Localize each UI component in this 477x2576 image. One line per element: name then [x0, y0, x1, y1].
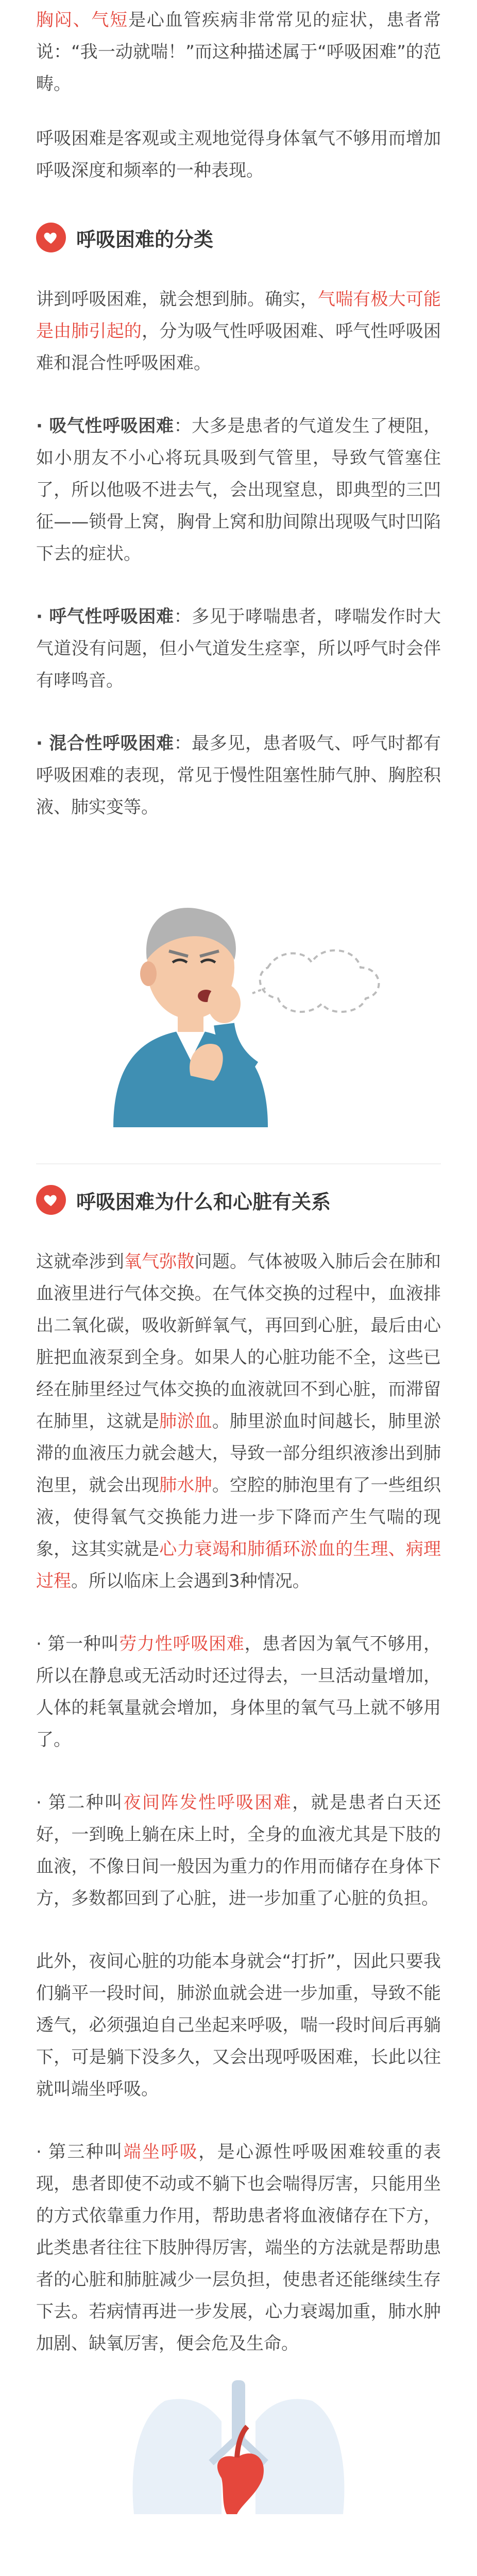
section-title: 呼吸困难的分类 — [76, 228, 214, 251]
intro-highlight: 胸闷、气短 — [36, 10, 129, 30]
text-span: 。空腔的肺泡里有了一些组织液，使得氧气交换能力进一步下降而产生气喘的现象，这其实就是 — [36, 1475, 441, 1560]
highlight-span: 气喘有极大可能是由肺引起的 — [36, 289, 441, 342]
highlight-span: 夜间阵发性呼吸困难 — [123, 1792, 293, 1813]
paragraph: 此外，夜间心脏的功能本身就会“打折”，因此只要我们躺平一段时间，肺淤血就会进一步加重，导致不能透气，必须强迫自己坐起来呼吸，喘一段时间后再躺下，可是躺下没多久，又会出现呼吸困难，长此以往就叫端坐呼吸。 — [36, 1951, 441, 2099]
case-2 — [36, 1787, 441, 1914]
text-span: ，就是患者白天还好，一到晚上躺在床上时，全身的血液尤其是下肢的血液，不像日间一般因为重力的作用而储存在身体下方，多数都回到了心脏，进一步加重了心脏的负担。 — [36, 1792, 441, 1909]
coughing-man-illustration — [36, 839, 441, 1127]
case-1 — [36, 1628, 441, 1756]
text-span: 问题。气体被吸入肺后会在肺和血液里进行气体交换。在气体交换的过程中，血液排出二氧化碳，吸收新鲜氧气，再回到心脏，最后由心脏把血液泵到全身。如果人的心脏功能不全，这些已经在肺里经过气体交换的血液就回不到心脏，而滞留在肺里，这就是 — [36, 1251, 441, 1432]
item-text: ：多见于哮喘患者，哮喘发作时大气道没有问题，但小气道发生痉挛，所以呼气时会伴有哮鸣音。 — [36, 606, 441, 691]
text-span: 。肺里淤血时间越长，肺里淤滞的血液压力就会越大，导致一部分组织液渗出到肺泡里，就会出现 — [36, 1411, 441, 1496]
text-span: · 第一种叫 — [36, 1634, 120, 1654]
section-title: 呼吸困难为什么和心脏有关系 — [76, 1190, 331, 1213]
heart-lung-svg — [36, 2380, 441, 2514]
text-span: ，是心源性呼吸困难较重的表现，患者即使不动或不躺下也会喘得厉害，只能用坐的方式依靠重力作用，帮助患者将血液储存在下方，此类患者往往下肢肿得厉害，端坐的方法就是帮助患者的心脏和肺脏减少一层负担，使患者还能继续生存下去。若病情再进一步发展，心力衰竭加重，肺水肿加剧、缺氧厉害，便会危及生命。 — [36, 2142, 441, 2354]
section-heading-heart-relation — [36, 1185, 441, 1215]
highlight-span: 劳力性呼吸困难 — [119, 1634, 245, 1654]
heart-lung-illustration — [36, 2380, 441, 2514]
intro-paragraph-1 — [36, 4, 441, 100]
text-span: 。所以临床上会遇到3种情况。 — [71, 1571, 310, 1591]
heart-icon — [36, 1185, 66, 1215]
highlight-span: 肺淤血 — [159, 1411, 212, 1432]
list-item-inspiratory — [36, 410, 441, 570]
item-text: ：最多见，患者吸气、呼气时都有呼吸困难的表现，常见于慢性阻塞性肺气肿、胸腔积液、肺实变等。 — [36, 733, 441, 818]
highlight-span: 端坐呼吸 — [123, 2142, 199, 2162]
list-item-mixed — [36, 727, 441, 823]
text-span: ，患者因为氧气不够用，所以在静息或无活动时还过得去，一旦活动量增加，人体的耗氧量就会增加，身体里的氧气马上就不够用了。 — [36, 1634, 441, 1750]
heart-icon — [36, 223, 66, 252]
item-label: · 混合性呼吸困难 — [36, 733, 174, 754]
list-item-expiratory — [36, 601, 441, 697]
item-label: · 呼气性呼吸困难 — [36, 606, 174, 627]
intro-text: 是心血管疾病非常常见的症状，患者常说：“我一动就喘！”而这种描述属于“呼吸困难”的范畴。 — [36, 10, 441, 94]
highlight-span: 心力衰竭和肺循环淤血的生理、病理过程 — [36, 1539, 441, 1591]
classification-intro — [36, 283, 441, 379]
item-text: ：大多是患者的气道发生了梗阻，如小朋友不小心将玩具吸到气管里，导致气管塞住了，所以他吸不进去气，会出现窒息，即典型的三凹征——锁骨上窝，胸骨上窝和肋间隙出现吸气时凹陷下去的症状。 — [36, 416, 441, 564]
section-divider — [36, 1163, 441, 1164]
intro-paragraph-2: 呼吸困难是客观或主观地觉得身体氧气不够用而增加呼吸深度和频率的一种表现。 — [36, 128, 441, 181]
section-heading-classification — [36, 223, 441, 252]
oxygen-diffusion-paragraph — [36, 1246, 441, 1597]
case-2-continued — [36, 1945, 441, 2105]
coughing-man-svg — [36, 839, 441, 1127]
highlight-span: 氧气弥散 — [124, 1251, 195, 1272]
text-span: · 第二种叫 — [36, 1792, 124, 1813]
text-span: 讲到呼吸困难，就会想到肺。确实， — [36, 289, 318, 310]
highlight-span: 肺水肿 — [159, 1475, 212, 1496]
case-3 — [36, 2136, 441, 2360]
text-span: ，分为吸气性呼吸困难、呼气性呼吸困难和混合性呼吸困难。 — [36, 321, 441, 374]
text-span: · 第三种叫 — [36, 2142, 124, 2162]
item-label: · 吸气性呼吸困难 — [36, 416, 174, 436]
text-span: 这就牵涉到 — [36, 1251, 124, 1272]
